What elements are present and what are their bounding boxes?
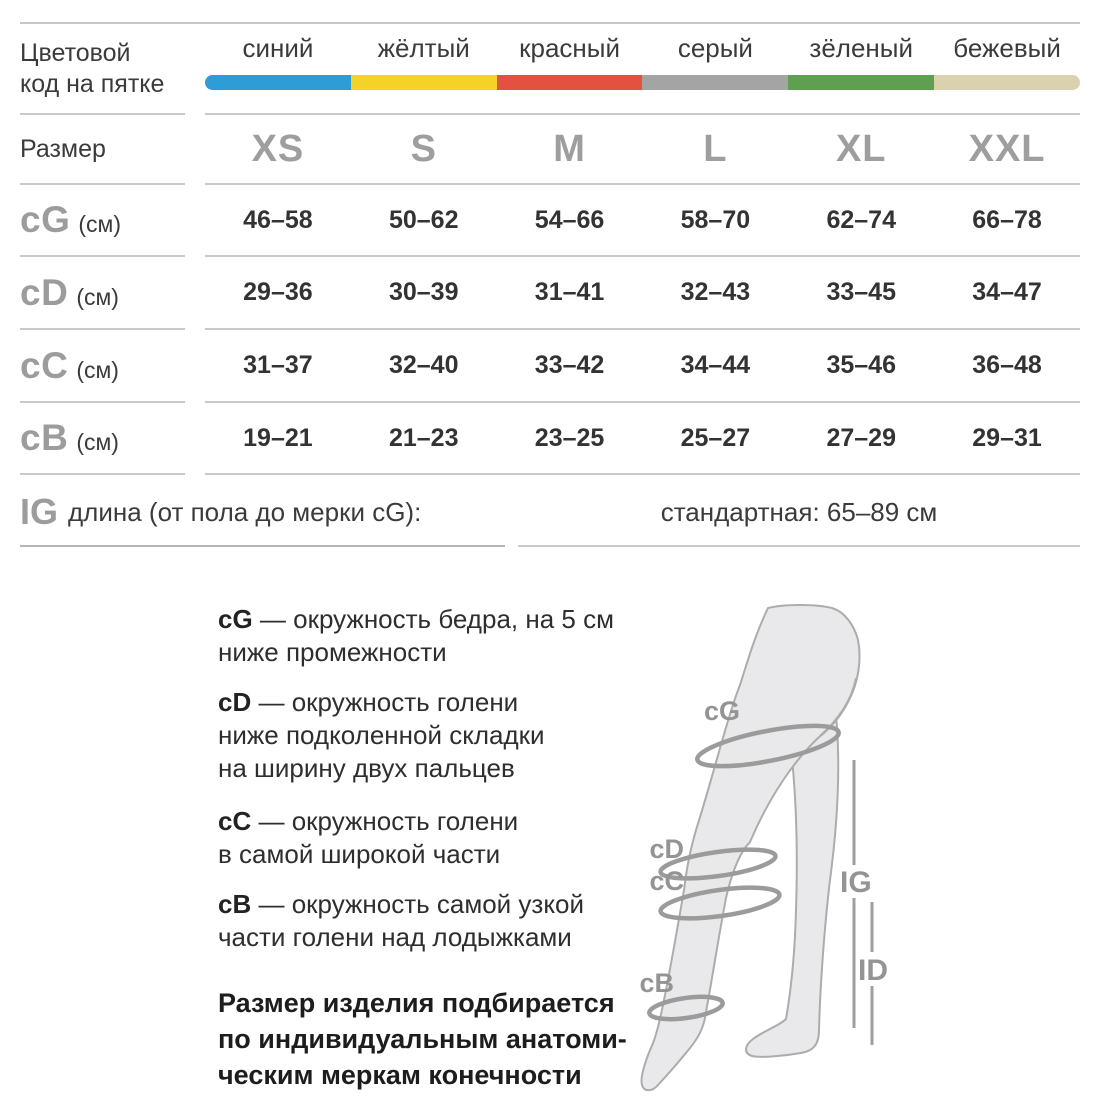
color-swatch-green [788,75,934,90]
size-cells [205,115,1080,185]
row-cd-label-cell [20,257,185,330]
cd-unit: (см) [76,283,119,310]
cd-m: 31–41 [534,278,605,306]
desc-cg-term: cG [218,604,253,634]
desc-cb-rest: — окружность самой узкой [251,889,584,919]
size-row-label: Размер [20,134,106,163]
cg-xxl: 66–78 [972,205,1042,234]
cg-xs: 46–58 [243,205,313,234]
cg-xl: 62–74 [826,205,896,234]
cd-xl: 33–45 [826,278,896,306]
ig-value: стандартная: 65–89 см [660,496,938,527]
cb-xl: 27–29 [826,423,896,452]
row-cb-label [20,417,119,459]
desc-cc-line2: в самой широкой части [218,839,501,869]
row-cd-label [20,272,119,314]
desc-cg-line2: ниже промежности [218,637,447,667]
cb-xs: 19–21 [243,423,313,452]
diagram-label-cb: cB [639,968,674,998]
row-cd [20,257,1080,330]
color-name-green: зёленый [809,33,914,63]
size-xl: XL [835,127,887,170]
row-cc [20,330,1080,403]
cb-key: cB [20,417,69,458]
leg-measurement-diagram [600,580,1060,1100]
row-cg [20,185,1080,257]
color-name-blue: синий [242,33,314,63]
cg-s: 50–62 [388,205,459,234]
size-l: L [703,127,728,170]
size-row-label-cell [20,115,185,185]
row-cg-values [205,185,1080,257]
size-s: S [410,127,437,170]
size-xxl: XXL [968,127,1046,170]
cc-m: 33–42 [534,351,605,379]
color-swatch-yellow [351,75,497,90]
desc-cd-term: cD [218,687,252,717]
diagram-label-cc: cC [649,866,684,896]
diagram-label-id: ID [858,954,888,987]
color-swatch-gray [642,75,788,90]
cg-m: 54–66 [534,205,605,234]
size-xs: XS [251,127,305,170]
cb-l: 25–27 [680,423,751,452]
note-line1: Размер изделия подбирается [218,988,615,1018]
cg-l: 58–70 [680,205,751,234]
cd-xxl: 34–47 [972,278,1042,306]
row-cb [20,403,1080,475]
desc-cc-term: cC [218,806,252,836]
diagram-label-cd: cD [649,834,684,864]
size-m: M [553,127,586,170]
note-line2: по индивидуальным анатоми- [218,1024,627,1054]
color-code-row-label [20,24,185,115]
color-name-beige: бежевый [953,33,1061,63]
cd-key: cD [20,271,69,313]
color-name-gray: серый [677,33,753,63]
cc-xs: 31–37 [243,351,313,379]
cb-unit: (см) [76,429,119,455]
diagram-label-cg: cG [703,696,740,726]
row-cc-values [205,330,1080,403]
color-name-yellow: жёлтый [377,33,470,63]
row-cc-label-cell [20,330,185,403]
ig-key: IG [20,491,59,532]
row-cb-label-cell [20,403,185,475]
row-cg-label [20,199,121,241]
size-chart-table [20,22,1080,547]
cc-unit: (см) [76,356,119,383]
color-swatch-beige [934,75,1080,90]
row-ig [20,475,1080,547]
note-line3: ческим меркам конечности [218,1060,582,1090]
cd-xs: 29–36 [243,278,313,306]
color-code-label-text [20,38,164,100]
diagram-label-ig: IG [840,866,872,899]
cb-s: 21–23 [388,423,459,452]
row-cd-values [205,257,1080,330]
color-swatch-red [497,75,643,90]
row-cg-label-cell [20,185,185,257]
color-label-line2: код на пятке [20,70,165,98]
cc-xl: 35–46 [826,351,896,379]
ig-value-cell [518,475,1080,547]
color-name-red: красный [519,33,620,63]
desc-cc-rest: — окружность голени [251,806,519,836]
cc-xxl: 36–48 [972,351,1042,379]
desc-cd-line3: на ширину двух пальцев [218,753,515,783]
row-cb-values [205,403,1080,475]
cb-xxl: 29–31 [972,423,1042,452]
desc-cd-rest: — окружность голени [251,687,519,717]
heel-color-bar [205,75,1080,90]
row-cc-label [20,345,119,387]
color-names [205,24,1080,68]
size-row [20,115,1080,185]
color-code-cells [205,24,1080,115]
color-swatch-blue [205,75,351,90]
cb-m: 23–25 [534,423,605,452]
desc-cb-term: cB [218,889,252,919]
color-label-line1: Цветовой [20,39,131,67]
cc-s: 32–40 [388,351,459,379]
cd-l: 32–43 [680,278,751,306]
cc-l: 34–44 [680,351,751,379]
desc-cd-line2: ниже подколенной складки [218,720,545,750]
desc-cg-rest: — окружность бедра, на 5 см [252,604,614,634]
desc-cb-line2: части голени над лодыжками [218,922,572,952]
ig-text: длина (от пола до мерки cG): [68,496,422,527]
cc-key: cC [20,344,69,386]
cg-unit: (см) [78,211,121,237]
cd-s: 30–39 [388,278,459,306]
color-code-row [20,24,1080,115]
cg-key: cG [20,199,71,240]
ig-label-cell [20,475,505,547]
